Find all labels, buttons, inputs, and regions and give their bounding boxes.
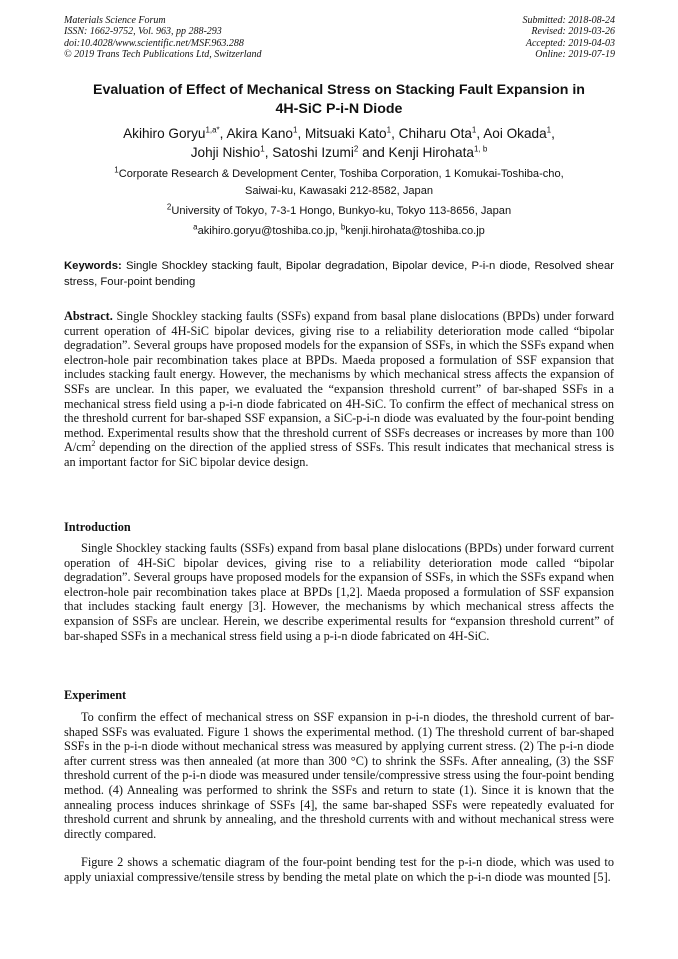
author-separator: and	[358, 145, 389, 160]
author-affiliation-mark: 1	[260, 144, 265, 154]
journal-name: Materials Science Forum	[64, 15, 166, 26]
affiliation-2	[60, 203, 618, 220]
accepted-date: Accepted: 2019-04-03	[525, 37, 615, 49]
introduction-heading: Introduction	[64, 520, 131, 534]
author-affiliation-mark: 1	[292, 125, 298, 135]
author-separator: ,	[297, 126, 305, 141]
author-affiliation-mark: 1	[386, 125, 392, 135]
email-b: kenji.hirohata@toshiba.co.jp	[345, 225, 485, 237]
experiment-paragraph-2: Figure 2 shows a schematic diagram of the four-point bending test for the p-i-n diode, which was used to apply uniaxial compressive/tensile stress by bending the metal plate on which the p-i-n diode was mounted [5].	[64, 855, 614, 884]
copyright: © 2019 Trans Tech Publications Ltd, Switzerland	[64, 49, 262, 61]
author-separator: ,	[476, 126, 484, 141]
author-affiliation-mark: 1, b	[473, 144, 488, 154]
abstract-text-1: Single Shockley stacking faults (SSFs) expand from basal plane dislocations (BPDs) under forward current operation of 4H-SiC bipolar devices, giving rise to a reliability deterioration mode called “bipolar degradation”. Several groups have proposed models for the expansion of SSFs, in which the SSFs expand when electron-hole pair recombination takes place at BPDs. Maeda proposed a formulation of SSF expansion that includes stacking fault energy. However, the mechanisms by which mechanical stress affects the expansion of SSFs are unclear. In this paper, we evaluated the “expansion threshold current” of bar-shaped SSFs in a mechanical stress field using a p-i-n diode fabricated on 4H-SiC. To confirm the effect of mechanical stress on the threshold current for bar-shaped SSF expansion, a SiC-p-i-n diode was evaluated by the four-point bending method. Experimental results show that the threshold current of SSFs decreases or increases by more than 100 A/cm	[64, 309, 614, 455]
author-name: Johji Nishio	[190, 145, 261, 160]
author-name: Akihiro Goryu	[123, 126, 206, 141]
author-name: Kenji Hirohata	[388, 145, 474, 160]
title-line-1: Evaluation of Effect of Mechanical Stress on Stacking Fault Expansion in	[93, 82, 585, 98]
author-list	[60, 124, 618, 162]
author-affiliation-mark: 1,a*	[205, 125, 220, 135]
paper-title	[60, 81, 618, 119]
affiliation-1-line-1: Corporate Research & Development Center, Toshiba Corporation, 1 Komukai-Toshiba-cho,	[118, 168, 564, 180]
email-b-mark: b	[340, 222, 346, 232]
abstract	[64, 309, 614, 470]
abstract-text-2: depending on the direction of the applied stress of SSFs. This result indicates that mechanical stress is an important factor for SiC bipolar device design.	[64, 440, 614, 469]
affiliation-2-mark: 2	[166, 202, 172, 212]
author-separator: ,	[391, 126, 399, 141]
author-affiliation-mark: 2	[353, 144, 359, 154]
issn: ISSN: 1662-9752, Vol. 963, pp 288-293	[64, 26, 222, 38]
author-name: Chiharu Ota	[398, 126, 472, 141]
author-separator: ,	[219, 126, 227, 141]
affiliation-2-text: University of Tokyo, 7-3-1 Hongo, Bunkyo-ku, Tokyo 113-8656, Japan	[171, 205, 512, 217]
author-name: Satoshi Izumi	[272, 145, 354, 160]
email-separator: ,	[334, 225, 341, 237]
abstract-superscript: 2	[91, 439, 96, 449]
author-separator: ,	[551, 126, 555, 141]
submitted-date: Submitted: 2018-08-24	[522, 15, 615, 26]
journal-header-left	[64, 15, 262, 61]
author-name: Mitsuaki Kato	[305, 126, 387, 141]
email-a: akihiro.goryu@toshiba.co.jp	[197, 225, 335, 237]
revised-date: Revised: 2019-03-26	[531, 26, 615, 38]
experiment-paragraph-1: To confirm the effect of mechanical stress on SSF expansion in p-i-n diodes, the threshold current of bar-shaped SSFs was evaluated. Figure 1 shows the experimental method. (1) The threshold current of bar-shaped SSFs in the p-i-n diode without mechanical stress was measured by applying current stress. (2) The p-i-n diode after current stress was then annealed (at more than 300 °C) to shrink the SSFs. After annealing, (3) the SSF threshold current of the p-i-n diode was measured under tensile/compressive stress using the four-point bending method. (4) Annealing was performed to shrink the SSFs and return to state (1). Since it is known that the annealing process induces shrinkage of SSFs [4], the same bar-shaped SSFs were repeatedly evaluated for threshold current and shrunk by annealing, and the threshold currents with and without mechanical stress were directly compared.	[64, 710, 614, 841]
author-affiliation-mark: 1	[471, 125, 477, 135]
experiment-heading: Experiment	[64, 688, 127, 702]
journal-header-right	[523, 15, 616, 61]
affiliation-1	[60, 166, 618, 200]
affiliation-1-mark: 1	[114, 165, 119, 175]
keywords	[64, 259, 614, 290]
author-separator: ,	[264, 145, 273, 160]
title-line-2: 4H-SiC P-i-N Diode	[275, 101, 403, 117]
email-a-mark: a	[193, 222, 198, 232]
author-affiliation-mark: 1	[546, 125, 552, 135]
author-name: Aoi Okada	[483, 126, 547, 141]
abstract-label: Abstract.	[64, 309, 113, 323]
doi: doi:10.4028/www.scientific.net/MSF.963.288	[64, 37, 244, 49]
author-name: Akira Kano	[226, 126, 293, 141]
introduction-paragraph: Single Shockley stacking faults (SSFs) expand from basal plane dislocations (BPDs) under forward current operation of 4H-SiC bipolar devices, giving rise to a reliability deterioration mode called “bipolar degradation”. Several groups have proposed models for the expansion of SSFs, in which the SSFs expand when electron-hole pair recombination takes place at BPDs [1,2]. Maeda proposed a formulation of SSF expansion that includes stacking fault energy [3]. However, the mechanisms by which mechanical stress affects the expansion of SSFs are unclear. Herein, we describe experimental results for “expansion threshold current” of bar-shaped SSFs in a mechanical stress field using a p-i-n diode fabricated on 4H-SiC.	[64, 541, 614, 643]
keywords-label: Keywords:	[64, 260, 122, 272]
online-date: Online: 2019-07-19	[535, 49, 615, 61]
author-emails	[60, 223, 618, 240]
affiliation-1-line-2: Saiwai-ku, Kawasaki 212-8582, Japan	[244, 185, 434, 197]
keywords-text: Single Shockley stacking fault, Bipolar degradation, Bipolar device, P-i-n diode, Resolved shear stress, Four-point bending	[64, 260, 614, 288]
